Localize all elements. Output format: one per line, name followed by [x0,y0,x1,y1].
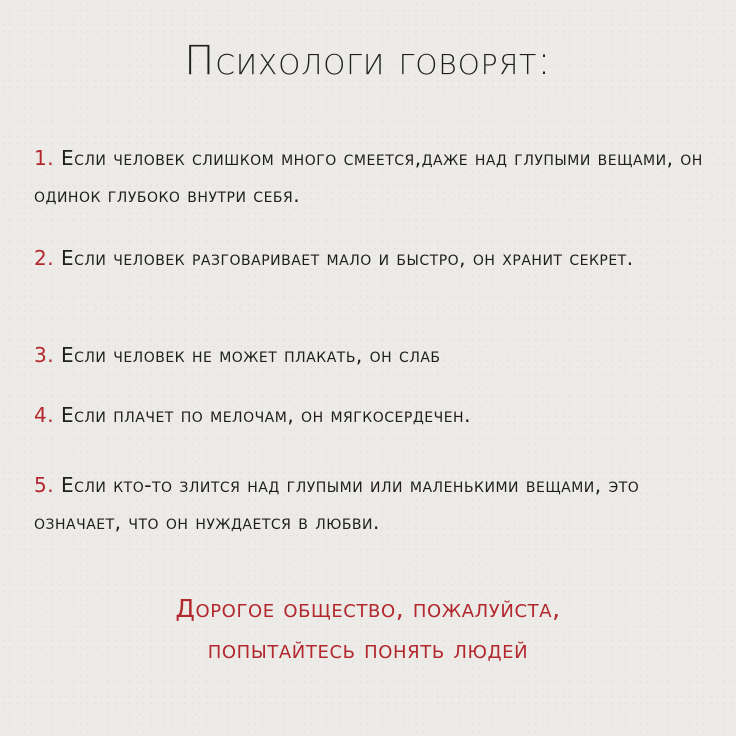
item-number: 5. [34,473,55,497]
item-number: 1. [34,146,55,170]
item-text: Если человек разговаривает мало и быстро, он хранит секрет. [60,246,634,270]
item-text: Если плачет по мелочам, он мягкосердечен. [60,403,471,427]
page-title: Психологи говорят: [184,38,552,84]
list-item [34,337,714,374]
list-item [34,397,714,434]
closing-message [0,588,736,670]
list-item [34,140,714,214]
item-text: Если кто-то злится над глупыми или маленькими вещами, это означает, что он нуждается в любви. [34,473,640,534]
list-item [34,240,714,277]
item-number: 4. [34,403,55,427]
list-item [34,467,714,541]
item-number: 2. [34,246,55,270]
item-number: 3. [34,343,55,367]
closing-line-2: попытайтесь понять людей [207,635,529,664]
closing-line-1: Дорогое общество, пожалуйста, [175,594,561,623]
item-text: Если человек слишком много смеется,даже над глупыми вещами, он одинок глубоко внутри себя. [34,146,703,207]
item-text: Если человек не может плакать, он слаб [60,343,441,367]
